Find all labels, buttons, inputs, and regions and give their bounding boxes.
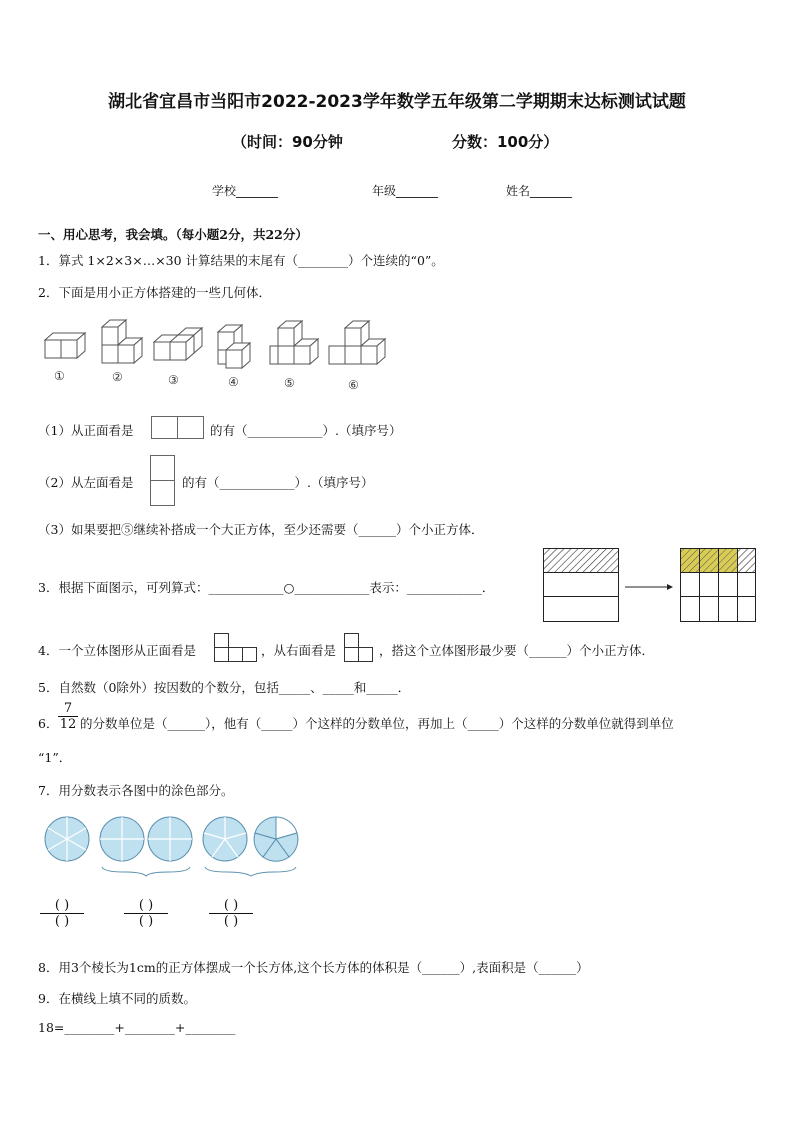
figure-label-1: ①: [54, 369, 65, 383]
front-view-icon: [151, 416, 205, 440]
section-heading: 一、用心思考，我会填。（每小题2分，共22分）: [38, 227, 308, 242]
page-title: 湖北省宜昌市当阳市2022-2023学年数学五年级第二学期期末达标测试试题: [108, 92, 686, 112]
left-view-icon: [150, 455, 176, 507]
figure-label-6: ⑥: [348, 378, 359, 392]
question-2: 2．下面是用小正方体搭建的一些几何体．: [38, 285, 271, 300]
figure-label-2: ②: [112, 370, 123, 384]
figure-2: [102, 320, 142, 363]
question-4-part-c: ，搭这个立体图形最少要（______）个小正方体．: [379, 643, 655, 658]
circle-5: [254, 817, 298, 861]
name-field[interactable]: 姓名_______: [506, 184, 573, 198]
question-9-equation[interactable]: 18=________+________+________: [38, 1020, 236, 1035]
brace-2: [205, 867, 296, 876]
shaded-circles: [44, 815, 304, 877]
figure-3: [154, 328, 202, 360]
school-field[interactable]: 学校_______: [212, 184, 279, 198]
question-2-1-suffix: 的有（____________）.（填序号）: [210, 423, 402, 438]
question-4-part-a: 4．一个立体图形从正面看是: [38, 643, 196, 658]
cube-figures: [40, 318, 390, 398]
arrow: [625, 584, 673, 590]
q4-right-view: [344, 633, 376, 663]
question-8: 8．用3个棱长为1cm的正方体摆成一个长方体,这个长方体的体积是（______）,表面积是（______）: [38, 960, 589, 975]
circle-3: [148, 817, 192, 861]
figure-1: [45, 333, 85, 358]
answer-numerator: ( ): [138, 898, 154, 913]
question-2-1-prefix: （1）从正面看是: [38, 423, 134, 438]
question-1: 1．算式 1×2×3×…×30 计算结果的末尾有（________）个连续的“0”。: [38, 253, 444, 268]
question-2-2-prefix: （2）从左面看是: [38, 475, 134, 490]
answer-fraction-2[interactable]: [124, 898, 168, 929]
question-6-number: 6．: [38, 716, 59, 731]
circle-1: [45, 817, 89, 861]
figure-6: [329, 321, 385, 364]
question-3: 3．根据下面图示，可列算式：____________○____________表示：____________．: [38, 580, 495, 595]
fraction-numerator: 7: [63, 701, 73, 716]
answer-numerator: ( ): [223, 898, 239, 913]
answer-denominator: ( ): [209, 913, 253, 929]
question-9: 9．在横线上填不同的质数。: [38, 991, 196, 1006]
question-6-continued: “1”．: [38, 750, 72, 765]
left-rectangle: [544, 549, 619, 622]
q4-front-view: [214, 633, 258, 663]
answer-denominator: ( ): [124, 913, 168, 929]
figure-4: [218, 325, 250, 368]
fraction-7-12: [58, 701, 78, 732]
answer-fraction-3[interactable]: [209, 898, 253, 929]
fraction-denominator: 12: [59, 717, 77, 732]
question-7: 7．用分数表示各图中的涂色部分。: [38, 783, 234, 798]
circle-4: [203, 817, 247, 861]
question-5: 5．自然数（0除外）按因数的个数分，包括_____、_____和_____．: [38, 680, 411, 695]
figure-label-3: ③: [168, 373, 179, 387]
brace-1: [102, 867, 190, 876]
question-6: 的分数单位是（______），他有（_____）个这样的分数单位，再加上（_____）个这样的分数单位就得到单位: [80, 716, 674, 731]
figure-label-5: ⑤: [284, 376, 295, 390]
circle-2: [100, 817, 144, 861]
grade-field[interactable]: 年级_______: [372, 184, 439, 198]
answer-numerator: ( ): [54, 898, 70, 913]
right-grid: [681, 549, 756, 622]
figure-label-4: ④: [228, 375, 239, 389]
question-4-part-b: ，从右面看是: [261, 643, 337, 658]
fraction-diagram: [543, 548, 757, 624]
question-2-3: （3）如果要把⑤继续补搭成一个大正方体，至少还需要（______）个小正方体．: [38, 522, 484, 537]
exam-time: （时间：90分钟: [232, 133, 343, 151]
exam-score: 分数：100分）: [452, 133, 559, 151]
answer-fraction-1[interactable]: [40, 898, 84, 929]
figure-5: [270, 321, 318, 364]
question-2-2-suffix: 的有（____________）.（填序号）: [182, 475, 374, 490]
answer-denominator: ( ): [40, 913, 84, 929]
